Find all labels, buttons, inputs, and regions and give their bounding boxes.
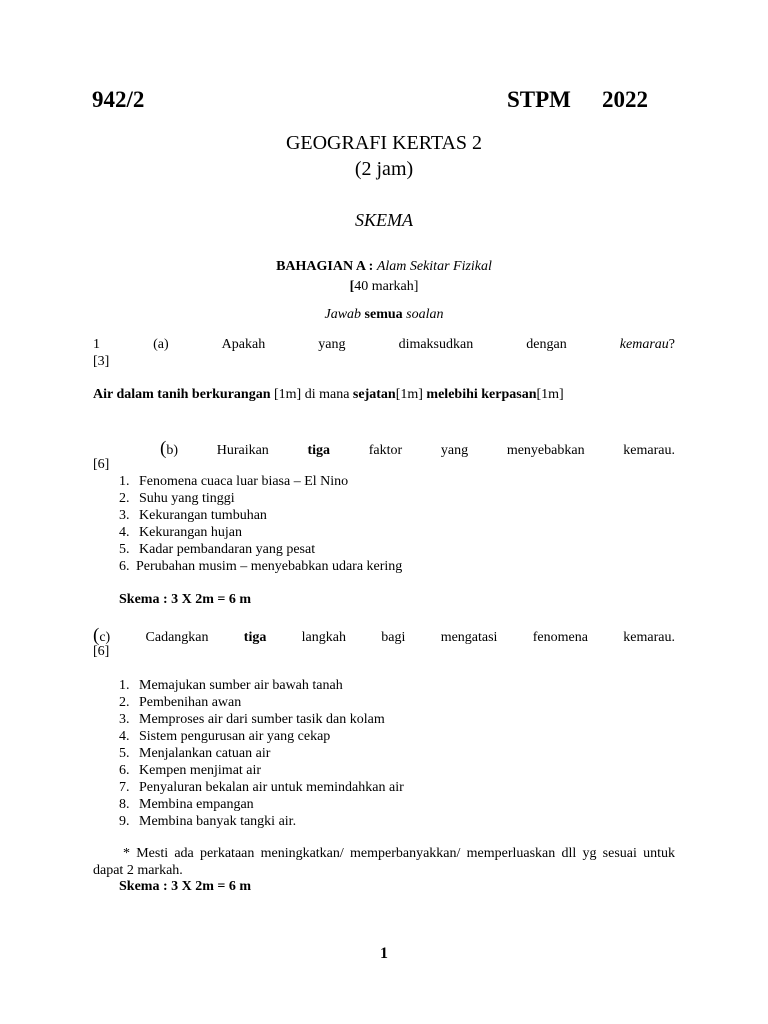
answer-list-1c [119, 677, 404, 830]
list-item [119, 779, 404, 796]
part-paren: ( [160, 438, 167, 459]
item-number: 5. [119, 746, 130, 761]
item-number: 6. [119, 763, 130, 778]
question-number: 1 [93, 337, 100, 352]
item-number: 9. [119, 814, 130, 829]
question-1b-marks: [6] [93, 457, 110, 472]
question-word: kemarau. [623, 443, 675, 458]
question-1c [93, 625, 675, 647]
section-marks-text: 40 markah] [354, 279, 419, 294]
item-text: Kadar pembandaran yang pesat [139, 542, 316, 557]
item-text: Pembenihan awan [139, 695, 242, 710]
section-marks [0, 279, 768, 295]
item-number: 2. [119, 491, 130, 506]
page-number: 1 [380, 945, 388, 962]
item-number: 1. [119, 678, 130, 693]
item-text: Fenomena cuaca luar biasa – El Nino [139, 474, 349, 489]
answer-mark-3: [1m] [536, 387, 564, 402]
part-paren: ( [93, 625, 100, 646]
item-text: Memproses air dari sumber tasik dan kolam [139, 712, 385, 727]
list-item [119, 524, 402, 541]
list-item [119, 745, 404, 762]
marking-note: * Mesti ada perkataan meningkatkan/ memperbanyakkan/ memperluaskan dll yg sesuai untuk dapat 2 markah. [93, 846, 675, 878]
list-item [119, 694, 404, 711]
list-item [119, 473, 402, 490]
list-item [119, 677, 404, 694]
question-word: mengatasi [440, 630, 498, 645]
instruction-post: soalan [406, 307, 444, 322]
answer-mark-1: [1m] di mana [270, 387, 353, 402]
question-word: tiga [307, 443, 331, 458]
question-1a [93, 337, 675, 353]
part-label: c) [99, 630, 111, 645]
skema-heading: SKEMA [355, 210, 413, 230]
item-text: Penyaluran bekalan air untuk memindahkan air [139, 780, 404, 795]
section-heading [0, 259, 768, 275]
paper-code: 942/2 [92, 87, 145, 112]
question-part: (a) [153, 337, 169, 352]
answer-1a [93, 387, 564, 403]
item-text: Suhu yang tinggi [139, 491, 235, 506]
question-1b [160, 438, 675, 460]
item-number: 2. [119, 695, 130, 710]
question-word: Huraikan [216, 443, 269, 458]
question-word: langkah [301, 630, 346, 645]
question-term: kemarau [619, 337, 669, 352]
item-text: Sistem pengurusan air yang cekap [139, 729, 331, 744]
list-item [119, 507, 402, 524]
question-part [160, 438, 178, 460]
section-instruction [0, 307, 768, 323]
question-word: menyebabkan [506, 443, 585, 458]
answer-list-1b [119, 473, 402, 575]
paper-duration: (2 jam) [354, 158, 414, 180]
list-item [119, 558, 402, 575]
question-word: bagi [381, 630, 406, 645]
question-word: yang [440, 443, 469, 458]
section-label: BAHAGIAN A : [276, 259, 374, 274]
answer-part-1: Air dalam tanih berkurangan [93, 387, 271, 402]
item-number: 6. [119, 559, 130, 574]
question-word: faktor [368, 443, 403, 458]
question-word: fenomena [532, 630, 588, 645]
question-1a-marks: [3] [93, 354, 110, 369]
skema-1c: Skema : 3 X 2m = 6 m [119, 879, 252, 894]
section-name: Alam Sekitar Fizikal [376, 259, 492, 274]
question-word: tiga [243, 630, 267, 645]
list-item [119, 813, 404, 830]
question-1c-marks: [6] [93, 644, 110, 659]
item-text: Kekurangan hujan [139, 525, 243, 540]
item-text: Kekurangan tumbuhan [139, 508, 267, 523]
item-number: 4. [119, 729, 130, 744]
list-item [119, 541, 402, 558]
answer-mark-2: [1m] [395, 387, 427, 402]
list-item [119, 762, 404, 779]
question-term-wrap [620, 337, 675, 353]
question-word: dimaksudkan [398, 337, 474, 352]
answer-part-3: melebihi kerpasan [426, 387, 537, 402]
item-text: Membina empangan [139, 797, 254, 812]
item-number: 5. [119, 542, 130, 557]
question-word: Apakah [221, 337, 266, 352]
part-label: b) [166, 443, 178, 458]
question-mark: ? [668, 337, 675, 352]
exam-name: STPM [507, 87, 571, 112]
instruction-pre: Jawab [324, 307, 362, 322]
item-number: 8. [119, 797, 130, 812]
marks-bracket: [ [349, 279, 355, 294]
list-item [119, 711, 404, 728]
answer-part-2: sejatan [352, 387, 396, 402]
item-number: 1. [119, 474, 130, 489]
paper-title: GEOGRAFI KERTAS 2 [285, 132, 483, 154]
item-number: 4. [119, 525, 130, 540]
item-text: Perubahan musim – menyebabkan udara kering [136, 559, 403, 574]
question-word: dengan [526, 337, 567, 352]
question-word: yang [318, 337, 346, 352]
item-text: Membina banyak tangki air. [139, 814, 297, 829]
item-number: 7. [119, 780, 130, 795]
item-text: Kempen menjimat air [139, 763, 262, 778]
instruction-bold: semua [364, 307, 403, 322]
item-number: 3. [119, 508, 130, 523]
exam-year: 2022 [602, 87, 648, 112]
list-item [119, 796, 404, 813]
question-word: kemarau. [623, 630, 675, 645]
question-word: Cadangkan [145, 630, 209, 645]
item-text: Memajukan sumber air bawah tanah [139, 678, 343, 693]
list-item [119, 490, 402, 507]
item-text: Menjalankan catuan air [139, 746, 271, 761]
list-item [119, 728, 404, 745]
skema-1b: Skema : 3 X 2m = 6 m [119, 592, 252, 607]
item-number: 3. [119, 712, 130, 727]
